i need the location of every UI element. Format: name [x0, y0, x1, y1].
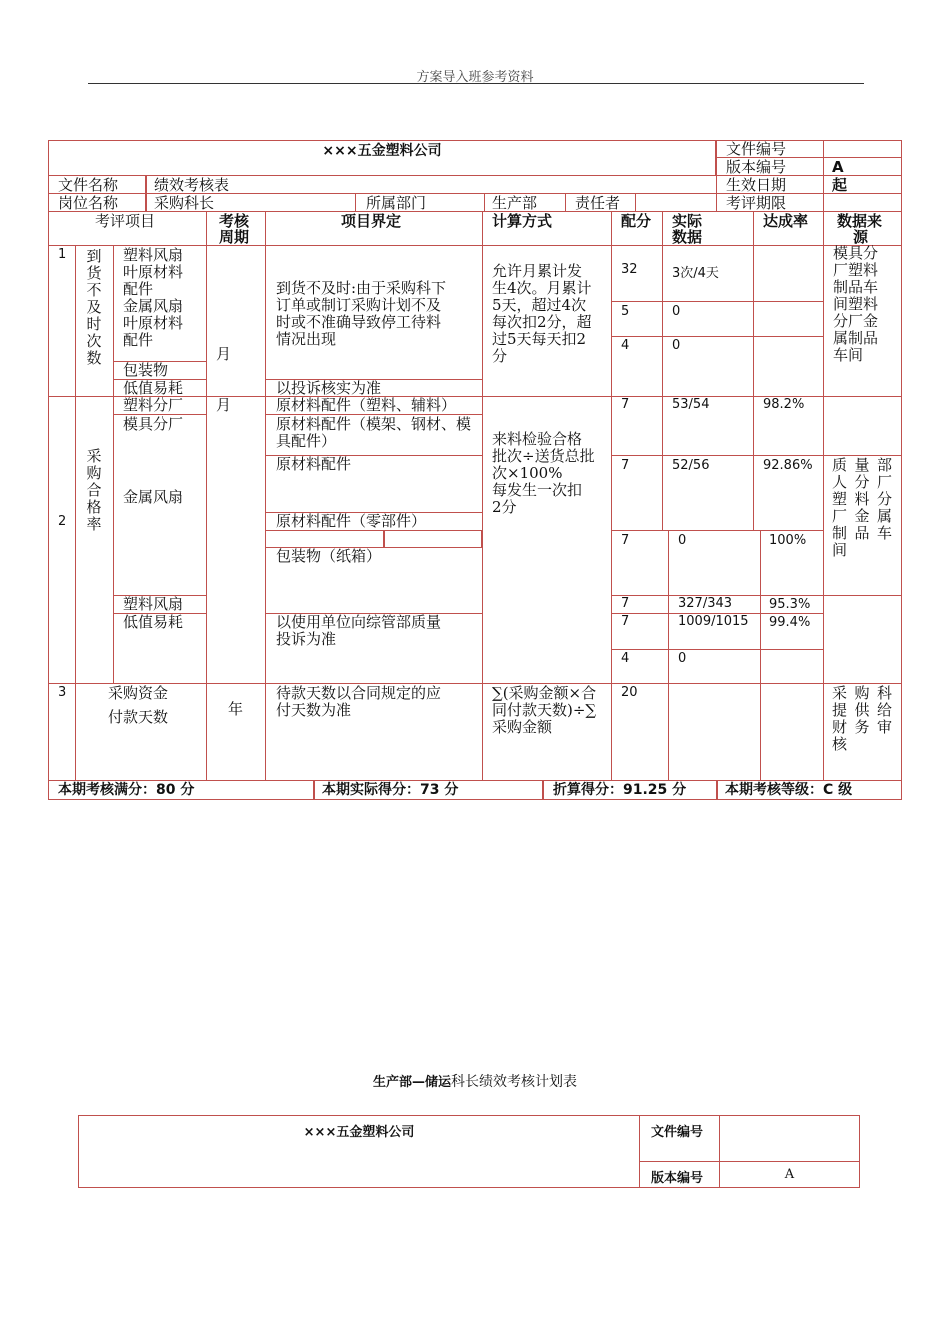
- row2-scope-3: 原材料配件: [276, 455, 352, 473]
- row2-line4-score: 7: [621, 596, 630, 611]
- row2-line3-score: 7: [621, 533, 630, 548]
- row1-no: 1: [58, 247, 67, 262]
- row2-no-cell: [48, 396, 76, 684]
- row2-line3-rate: 100%: [769, 533, 807, 548]
- dept-label: 所属部门: [366, 194, 427, 212]
- row2-scope-1: 原材料配件（塑料、辅料）: [276, 396, 457, 414]
- plan-version-value: A: [784, 1167, 795, 1182]
- row1-actual-c: 0: [672, 338, 681, 353]
- effective-label: 生效日期: [726, 176, 787, 194]
- header-actual-2: 数据: [672, 228, 703, 246]
- row3-score-cell: [611, 683, 669, 781]
- doc-no-value-cell: [823, 140, 902, 158]
- footer-divider-2: [542, 780, 544, 800]
- row2-line6-actual: 0: [678, 651, 687, 666]
- row1-score-b-cell: [611, 301, 663, 337]
- company-name: ×××五金塑料公司: [322, 143, 442, 159]
- row2-line2-rate: 92.86%: [763, 458, 813, 473]
- header-rule: [88, 83, 864, 84]
- header-score: 配分: [621, 212, 652, 230]
- row1-rate-a-cell: [753, 245, 824, 302]
- row2-scope-4: 原材料配件（零部件）: [276, 512, 427, 530]
- row2-cycle: 月: [216, 396, 232, 414]
- row2-line2-score-cell: [611, 455, 663, 531]
- post-value: 采购科长: [154, 194, 215, 212]
- row2-line5-score: 7: [621, 614, 630, 629]
- row2-line4-score-cell: [611, 595, 669, 614]
- plan-company-name: ×××五金塑料公司: [303, 1125, 415, 1140]
- row2-cycle-cell: [206, 396, 266, 684]
- period-label: 考评期限: [726, 194, 787, 212]
- doc-no-label: 文件编号: [726, 140, 787, 158]
- header-cycle-2: 周期: [219, 228, 250, 246]
- header-item: 考评项目: [95, 212, 156, 230]
- row3-rate-cell: [760, 683, 824, 781]
- owner-label: 责任者: [575, 194, 621, 212]
- row2-sub-1: 塑料分厂: [123, 396, 184, 414]
- row2-line5-actual: 1009/1015: [678, 614, 749, 629]
- row2-line3-actual: 0: [678, 533, 687, 548]
- effective-value: 起: [832, 176, 848, 194]
- row2-line2-score: 7: [621, 458, 630, 473]
- file-name-value: 绩效考核表: [154, 176, 230, 194]
- row1-sub-c: 低值易耗: [123, 379, 184, 397]
- row2-line6-score: 4: [621, 651, 630, 666]
- section2-title: [0, 1071, 950, 1091]
- footer-divider-1: [313, 780, 315, 800]
- header-source-1: 数据来: [837, 212, 883, 230]
- plan-doc-no-label: 文件编号: [651, 1125, 704, 1140]
- footer-grade: 本期考核等级：C 级: [725, 782, 853, 798]
- row2-line6-score-cell: [611, 649, 669, 684]
- row2-sub-4: 塑料风扇: [123, 595, 184, 613]
- row2-line1-score: 7: [621, 397, 630, 412]
- row2-line1-rate: 98.2%: [763, 397, 805, 412]
- row2-sub-2: 模具分厂: [123, 415, 184, 433]
- header-actual-1: 实际: [672, 212, 703, 230]
- row2-line6-rate-cell: [760, 649, 824, 684]
- row1-sub-b: 包装物: [123, 361, 169, 379]
- row1-score-a: 32: [621, 262, 638, 277]
- row3-cycle: 年: [228, 700, 244, 718]
- row2-line4-actual: 327/343: [678, 596, 733, 611]
- footer-full-score: 本期考核满分：80 分: [58, 782, 195, 798]
- row2-sub-3: 金属风扇: [123, 488, 184, 506]
- row2-scope-4b-cell: [265, 530, 482, 548]
- row3-cycle-cell: [206, 683, 266, 781]
- row2-scope-5: 包装物（纸箱）: [276, 547, 382, 565]
- footer-actual-score: 本期实际得分：73 分: [322, 782, 459, 798]
- row2-line2-actual: 52/56: [672, 458, 710, 473]
- row2-sub-5: 低值易耗: [123, 613, 184, 631]
- header-cycle-1: 考核: [219, 212, 250, 230]
- row2-line3-score-cell: [611, 530, 669, 596]
- section2-title-rest: 科长绩效考核计划表: [451, 1074, 577, 1090]
- row2-line4-rate: 95.3%: [769, 597, 811, 612]
- post-label: 岗位名称: [58, 194, 119, 212]
- dept-value: 生产部: [492, 194, 538, 212]
- row1-no-cell: [48, 245, 76, 397]
- section2-title-bold: 生产部—储运: [372, 1075, 451, 1090]
- row2-source-bottom-cell: [823, 595, 902, 684]
- row3-item-2: 付款天数: [108, 708, 169, 726]
- row3-score: 20: [621, 685, 638, 700]
- file-name-label: 文件名称: [58, 176, 119, 194]
- plan-doc-no-value-cell: [719, 1115, 860, 1162]
- row2-no: 2: [58, 514, 67, 529]
- row2-line5-rate: 99.4%: [769, 615, 811, 630]
- version-label: 版本编号: [726, 158, 787, 176]
- row2-item-cell: [75, 396, 114, 684]
- page-header: 方案导入班参考资料: [416, 70, 534, 85]
- row1-score-c-cell: [611, 336, 663, 397]
- row3-actual-cell: [668, 683, 761, 781]
- row1-cycle: 月: [216, 345, 232, 363]
- version-value: A: [832, 158, 844, 176]
- header-rate: 达成率: [763, 212, 809, 230]
- row1-scope-c: 以投诉核实为准: [276, 379, 382, 397]
- row3-item-1: 采购资金: [108, 684, 169, 702]
- footer-converted-score: 折算得分：91.25 分: [553, 782, 687, 798]
- row1-rate-c-cell: [753, 336, 824, 397]
- row2-scope-4b-divider: [383, 530, 385, 548]
- header-source-2: 源: [853, 228, 869, 246]
- header-scope: 项目界定: [341, 212, 402, 230]
- row2-line1-score-cell: [611, 396, 663, 456]
- header-method: 计算方式: [492, 212, 553, 230]
- footer-divider-3: [716, 780, 718, 800]
- plan-version-label: 版本编号: [651, 1171, 704, 1186]
- row1-actual-b: 0: [672, 304, 681, 319]
- row2-line1-actual: 53/54: [672, 397, 710, 412]
- row1-score-b: 5: [621, 304, 630, 319]
- row3-no: 3: [58, 685, 67, 700]
- row1-actual-a: 3次/4天: [672, 266, 719, 281]
- row1-cycle-cell: [206, 245, 266, 397]
- row1-score-c: 4: [621, 338, 630, 353]
- row2-line5-score-cell: [611, 613, 669, 650]
- row1-rate-b-cell: [753, 301, 824, 337]
